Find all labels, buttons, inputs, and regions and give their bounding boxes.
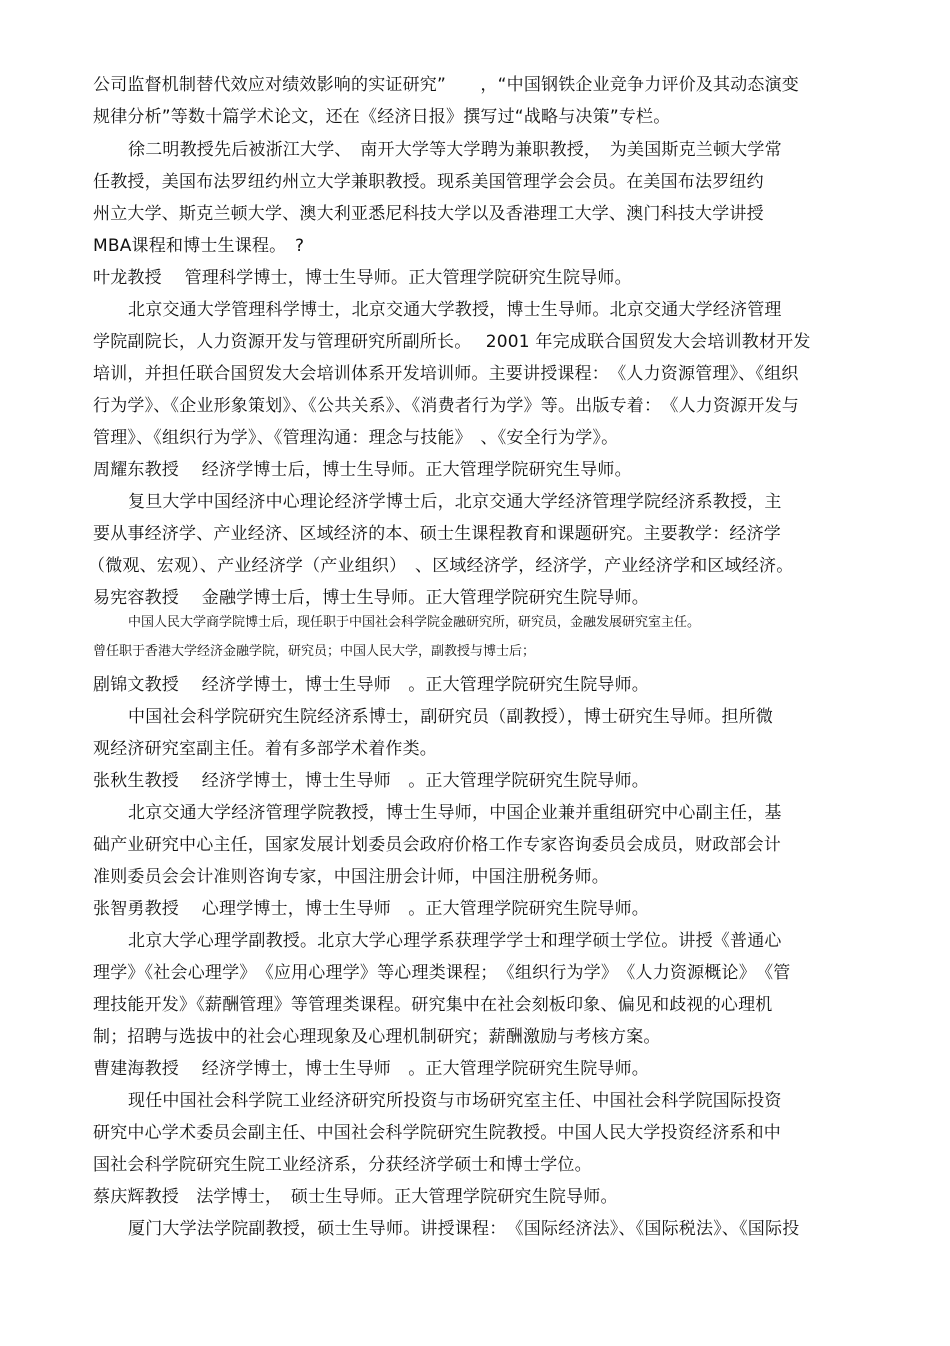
text-line: 中国社会科学院研究生院经济系博士，副研究员（副教授），博士研究生导师。担所微	[128, 707, 774, 727]
text-line: 徐二明教授先后被浙江大学、 南开大学等大学聘为兼职教授， 为美国斯克兰顿大学常	[128, 140, 782, 160]
text-line: 现任中国社会科学院工业经济研究所投资与市场研究室主任、中国社会科学院国际投资	[128, 1091, 782, 1111]
text-line: 础产业研究中心主任，国家发展计划委员会政府价格工作专家咨询委员会成员，财政部会计	[93, 835, 781, 855]
text-line: 北京大学心理学副教授。北京大学心理学系获理学学士和理学硕士学位。讲授《普通心	[128, 931, 782, 951]
professor-heading: 曹建海教授 经济学博士，博士生导师 。正大管理学院研究生院导师。	[93, 1059, 650, 1079]
professor-heading: 蔡庆辉教授 法学博士， 硕士生导师。正大管理学院研究生院导师。	[93, 1187, 618, 1207]
professor-heading: 剧锦文教授 经济学博士，博士生导师 。正大管理学院研究生院导师。	[93, 675, 650, 695]
text-line: 观经济研究室副主任。着有多部学术着作类。	[93, 739, 437, 759]
text-line: 州立大学、斯克兰顿大学、澳大利亚悉尼科技大学以及香港理工大学、澳门科技大学讲授	[93, 204, 764, 224]
text-line: 北京交通大学经济管理学院教授，博士生导师，中国企业兼并重组研究中心副主任，基	[128, 803, 782, 823]
text-line: 准则委员会会计准则咨询专家，中国注册会计师，中国注册税务师。	[93, 867, 609, 887]
text-line: 研究中心学术委员会副主任、中国社会科学院研究生院教授。中国人民大学投资经济系和中	[93, 1123, 781, 1143]
professor-heading: 张秋生教授 经济学博士，博士生导师 。正大管理学院研究生院导师。	[93, 771, 650, 791]
professor-heading: 张智勇教授 心理学博士，博士生导师 。正大管理学院研究生院导师。	[93, 899, 650, 919]
text-line: （微观、宏观）、产业经济学（产业组织） 、区域经济学，经济学，产业经济学和区域经济。	[88, 556, 794, 576]
text-line: 理技能开发》《薪酬管理》等管理类课程。研究集中在社会刻板印象、偏见和歧视的心理机	[93, 995, 773, 1015]
text-line: 公司监督机制替代效应对绩效影响的实证研究” ，“中国钢铁企业竞争力评价及其动态演变	[93, 75, 800, 95]
text-line: 制；招聘与选拔中的社会心理现象及心理机制研究；薪酬激励与考核方案。	[93, 1027, 661, 1047]
text-line: 培训，并担任联合国贸发大会培训体系开发培训师。主要讲授课程： 《人力资源管理》、《组织	[93, 364, 799, 384]
text-line: 厦门大学法学院副教授，硕士生导师。讲授课程： 《国际经济法》、《国际税法》、《国际投	[128, 1219, 800, 1239]
text-line: 学院副院长，人力资源开发与管理研究所副所长。 2001 年完成联合国贸发大会培训教材开发	[93, 332, 811, 352]
text-line: 复旦大学中国经济中心理论经济学博士后，北京交通大学经济管理学院经济系教授，主	[128, 492, 782, 512]
professor-heading: 易宪容教授 金融学博士后，博士生导师。正大管理学院研究生院导师。	[93, 588, 650, 608]
text-line: 要从事经济学、产业经济、区域经济的本、硕士生课程教育和课题研究。主要教学：经济学	[93, 524, 781, 544]
professor-heading: 周耀东教授 经济学博士后，博士生导师。正大管理学院研究生导师。	[93, 460, 632, 480]
text-line: 中国人民大学商学院博士后，现任职于中国社会科学院金融研究所，研究员，金融发展研究室主任。	[128, 615, 701, 630]
text-line: 任教授，美国布法罗纽约州立大学兼职教授。现系美国管理学会会员。在美国布法罗纽约	[93, 172, 764, 192]
text-line: 管理》、《组织行为学》、《管理沟通：理念与技能》 、《安全行为学》。	[93, 428, 619, 448]
text-line: 国社会科学院研究生院工业经济系，分获经济学硕士和博士学位。	[93, 1155, 592, 1175]
text-line: MBA课程和博士生课程。 ?	[93, 236, 305, 256]
text-line: 曾任职于香港大学经济金融学院，研究员；中国人民大学，副教授与博士后；	[93, 644, 536, 659]
text-line: 行为学》、《企业形象策划》、《公共关系》、《消费者行为学》等。出版专着： 《人力资源开发与	[93, 396, 799, 416]
text-line: 北京交通大学管理科学博士，北京交通大学教授，博士生导师。北京交通大学经济管理	[128, 300, 782, 320]
text-line: 规律分析”等数十篇学术论文，还在《经济日报》撰写过“战略与决策”专栏。	[93, 107, 671, 127]
text-line: 理学》《社会心理学》 《应用心理学》等心理类课程； 《组织行为学》 《人力资源概论》 《管	[93, 963, 791, 983]
professor-heading: 叶龙教授 管理科学博士，博士生导师。正大管理学院研究生院导师。	[93, 268, 632, 288]
